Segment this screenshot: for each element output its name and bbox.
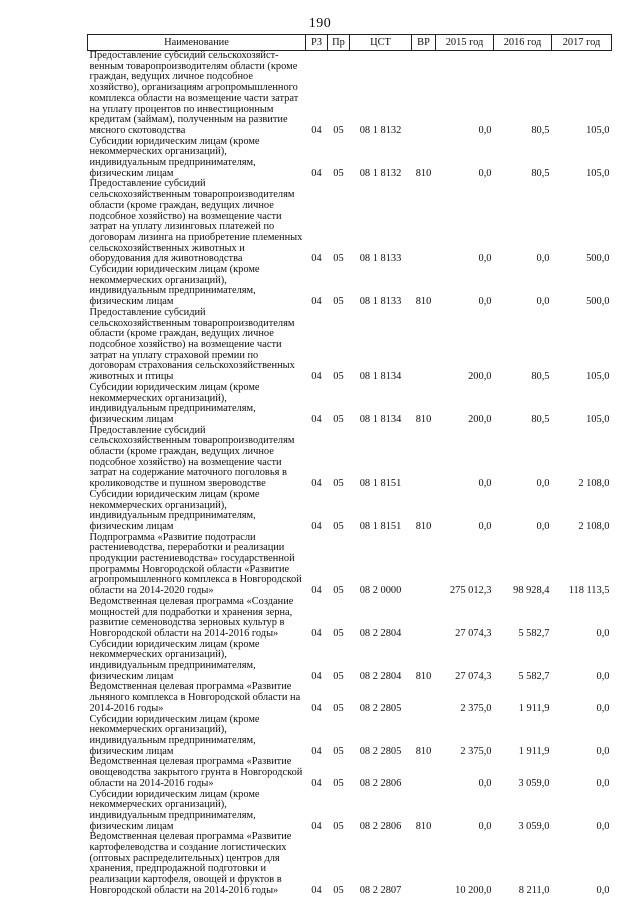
row-rz: 04 [311,478,322,490]
row-value-2016: 80,5 [531,371,550,383]
row-pr: 05 [333,702,344,714]
row-value-2016: 0,0 [536,296,550,308]
row-value-2017: 105,0 [586,371,610,383]
row-rz: 04 [311,520,322,532]
row-pr: 05 [333,777,344,789]
row-cst: 08 1 8134 [359,371,402,383]
row-cst: 08 2 2804 [359,670,402,682]
row-value-2015: 2 375,0 [460,745,492,757]
row-pr: 05 [333,884,344,896]
row-name: Субсидии юридическим лицам (кроме некоммерческих организаций), индивидуальным предпринимателям, физическим лицам [89,264,260,308]
row-value-2015: 10 200,0 [455,884,492,896]
row-vr: 810 [415,745,432,757]
row-pr: 05 [333,820,344,832]
row-value-2017: 105,0 [586,167,610,179]
row-value-2017: 0,0 [596,670,610,682]
row-name: Предоставление субсидий сельскохозяйственным товаропроизводителям области (кроме граждан, ведущих личное подсобное хозяйство) на возмещение части затрат на содержание маточного поголовья в кролиководстве и пушном звероводстве [89,424,295,490]
row-cst: 08 1 8133 [359,296,402,308]
row-rz: 04 [311,745,322,757]
row-rz: 04 [311,820,322,832]
row-value-2017: 2 108,0 [578,478,610,490]
row-value-2015: 0,0 [478,820,492,832]
header-2017: 2017 год [552,35,612,51]
row-value-2016: 98 928,4 [513,585,550,597]
row-value-2017: 118 113,5 [568,585,610,597]
row-value-2017: 0,0 [596,702,610,714]
row-value-2016: 5 582,7 [518,670,550,682]
row-pr: 05 [333,371,344,383]
row-cst: 08 2 2807 [359,884,402,896]
header-2016: 2016 год [494,35,552,51]
row-name: Подпрограмма «Развитие подотрасли растениеводства, переработки и реализации продукции растениеводства» государственной программы Новгородской области «Развитие агропромышленного комплекса в Новгородской области на 2014-2020 годы» [89,531,302,597]
row-value-2016: 3 059,0 [518,777,550,789]
row-pr: 05 [333,124,344,136]
row-value-2016: 3 059,0 [518,820,550,832]
row-pr: 05 [333,627,344,639]
row-value-2017: 500,0 [586,296,610,308]
row-rz: 04 [311,627,322,639]
row-pr: 05 [333,478,344,490]
row-cst: 08 1 8132 [359,167,402,179]
row-rz: 04 [311,413,322,425]
row-name: Ведомственная целевая программа «Развитие овощеводства закрытого грунта в Новгородской области на 2014-2016 годы» [89,756,303,789]
row-name: Предоставление субсидий сельскохозяйственным товаропроизводителям области (кроме граждан, ведущих личное подсобное хозяйство) на возмещение части затрат на уплату лизинговых платежей по договорам лизинга на приобретение племенных сельскохозяйственных животных и оборудования для животноводства [89,178,303,265]
row-value-2015: 2 375,0 [460,702,492,714]
row-cst: 08 2 0000 [359,585,402,597]
table-body [88,51,612,897]
table-row [88,265,612,308]
table-row [88,137,612,180]
row-pr: 05 [333,670,344,682]
row-value-2015: 0,0 [478,478,492,490]
row-name: Субсидии юридическим лицам (кроме некоммерческих организаций), индивидуальным предпринимателям, физическим лицам [89,488,260,532]
row-value-2015: 0,0 [478,777,492,789]
row-value-2016: 0,0 [536,478,550,490]
table-row [88,51,612,137]
row-vr [412,757,436,789]
row-pr: 05 [333,167,344,179]
row-cst: 08 2 2806 [359,777,402,789]
row-cst: 08 1 8133 [359,253,402,265]
row-value-2017: 105,0 [586,413,610,425]
row-cst: 08 2 2806 [359,820,402,832]
row-cst: 08 1 8151 [359,478,402,490]
table-row [88,832,612,896]
header-rz: РЗ [306,35,328,51]
row-value-2016: 80,5 [531,413,550,425]
row-vr [412,179,436,265]
table-row [88,682,612,714]
header-cst: ЦСТ [350,35,412,51]
row-value-2016: 80,5 [531,167,550,179]
row-vr [412,51,436,137]
table-row [88,715,612,758]
row-cst: 08 2 2804 [359,627,402,639]
row-value-2015: 0,0 [478,253,492,265]
page-number: 190 [308,16,332,31]
row-vr: 810 [415,167,432,179]
row-value-2017: 0,0 [596,627,610,639]
row-value-2017: 2 108,0 [578,520,610,532]
row-cst: 08 2 2805 [359,702,402,714]
row-vr [412,426,436,490]
table-row [88,383,612,426]
row-cst: 08 2 2805 [359,745,402,757]
row-value-2016: 1 911,9 [518,745,550,757]
row-vr: 810 [415,296,432,308]
row-pr: 05 [333,296,344,308]
row-pr: 05 [333,253,344,265]
row-value-2017: 0,0 [596,777,610,789]
row-name: Предоставление субсидий сельскохозяйственным товаропроизводителям области (кроме граждан, ведущих личное подсобное хозяйство) на возмещение части затрат на уплату страховой премии по договорам страхования сельскохозяйственных животных и птицы [89,306,295,383]
row-value-2015: 0,0 [478,296,492,308]
row-cst: 08 1 8134 [359,413,402,425]
row-name: Ведомственная целевая программа «Развитие льняного комплекса в Новгородской области на 2014-2016 годы» [89,681,301,714]
table-row [88,426,612,490]
row-vr [412,597,436,640]
row-vr: 810 [415,520,432,532]
row-vr [412,308,436,383]
table-row [88,790,612,833]
row-value-2016: 80,5 [531,124,550,136]
row-value-2016: 1 911,9 [518,702,550,714]
row-pr: 05 [333,520,344,532]
row-name: Предоставление субсидий сельскохозяйст-венным товаропроизводителям области (кроме граждан, ведущих личное подсобное хозяйство), организациям агропромышленного комплекса области на возмещение части затрат на уплату процентов по инвестиционным кредитам (займам), полученным на развитие мясного скотоводства [89,50,299,136]
row-vr: 810 [415,413,432,425]
row-rz: 04 [311,124,322,136]
header-vr: ВР [412,35,436,51]
row-value-2017: 500,0 [586,253,610,265]
budget-table [87,34,612,897]
row-name: Ведомственная целевая программа «Развитие картофелеводства и создание логистических (оптовых распределительных) центров для хранения, предпродажной подготовки и реализации картофеля, овощей и фруктов в Новгородской области на 2014-2016 годы» [89,831,292,896]
table-row [88,308,612,383]
row-value-2015: 0,0 [478,520,492,532]
row-name: Субсидии юридическим лицам (кроме некоммерческих организаций), индивидуальным предпринимателям, физическим лицам [89,713,260,757]
table-row [88,490,612,533]
row-rz: 04 [311,585,322,597]
row-rz: 04 [311,371,322,383]
row-value-2016: 8 211,0 [518,884,550,896]
row-pr: 05 [333,413,344,425]
row-vr [412,832,436,896]
row-rz: 04 [311,253,322,265]
row-rz: 04 [311,296,322,308]
table-header-row [88,35,612,51]
row-value-2017: 0,0 [596,820,610,832]
row-name: Субсидии юридическим лицам (кроме некоммерческих организаций), индивидуальным предпринимателям, физическим лицам [89,135,260,179]
row-pr: 05 [333,745,344,757]
row-rz: 04 [311,670,322,682]
row-value-2016: 0,0 [536,253,550,265]
row-value-2015: 200,0 [468,413,492,425]
header-name: Наименование [88,35,306,51]
header-pr: Пр [328,35,350,51]
row-value-2016: 5 582,7 [518,627,550,639]
row-cst: 08 1 8132 [359,124,402,136]
row-value-2015: 200,0 [468,371,492,383]
table-row [88,597,612,640]
row-cst: 08 1 8151 [359,520,402,532]
row-rz: 04 [311,777,322,789]
row-vr [412,533,436,597]
table-row [88,640,612,683]
row-name: Ведомственная целевая программа «Создание мощностей для подработки и хранения зерна, развитие семеноводства зерновых культур в Новгородской области на 2014-2016 годы» [89,595,294,639]
row-value-2015: 27 074,3 [455,627,492,639]
row-vr: 810 [415,820,432,832]
row-value-2017: 105,0 [586,124,610,136]
row-name: Субсидии юридическим лицам (кроме некоммерческих организаций), индивидуальным предпринимателям, физическим лицам [89,381,260,425]
row-value-2017: 0,0 [596,745,610,757]
row-name: Субсидии юридическим лицам (кроме некоммерческих организаций), индивидуальным предпринимателям, физическим лицам [89,788,260,832]
row-value-2015: 0,0 [478,124,492,136]
row-vr: 810 [415,670,432,682]
row-rz: 04 [311,167,322,179]
row-rz: 04 [311,702,322,714]
row-pr: 05 [333,585,344,597]
row-vr [412,682,436,714]
table-row [88,757,612,789]
row-name: Субсидии юридическим лицам (кроме некоммерческих организаций), индивидуальным предпринимателям, физическим лицам [89,638,260,682]
row-value-2017: 0,0 [596,884,610,896]
row-rz: 04 [311,884,322,896]
table-row [88,533,612,597]
row-value-2015: 0,0 [478,167,492,179]
row-value-2015: 275 012,3 [449,585,492,597]
row-value-2016: 0,0 [536,520,550,532]
table-row [88,179,612,265]
row-value-2015: 27 074,3 [455,670,492,682]
header-2015: 2015 год [436,35,494,51]
